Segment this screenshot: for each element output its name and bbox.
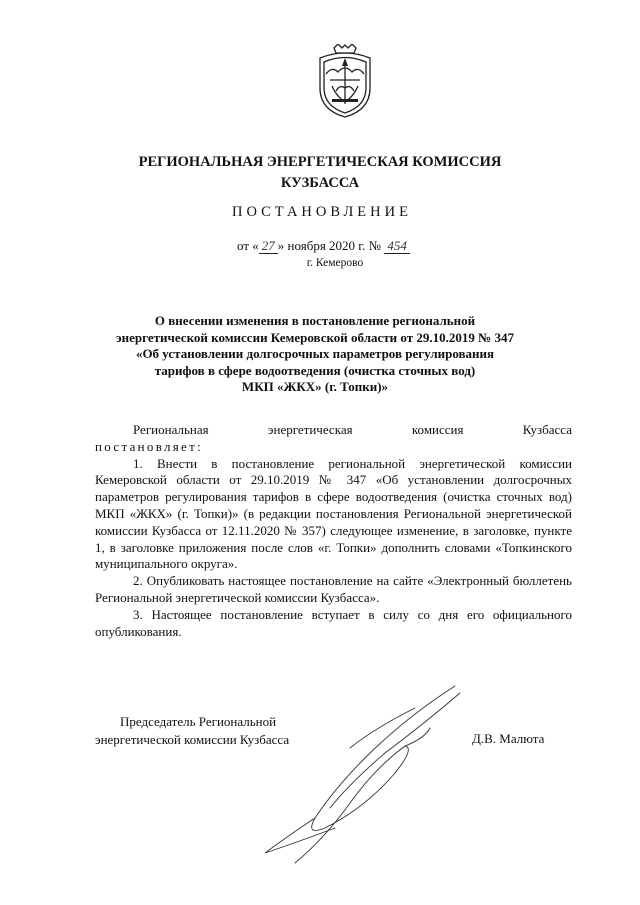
date-day: 27 (259, 239, 278, 254)
document-number: 454 (384, 239, 410, 254)
subject-line-4: тарифов в сфере водоотведения (очистка сточных вод) (154, 362, 476, 378)
item-2: 2. Опубликовать настоящее постановление на сайте «Электронный бюллетень Региональной энергетической комиссии Кузбасса». (95, 573, 572, 605)
document-subject (90, 313, 540, 396)
signatory-title-line-1: Председатель Региональной (120, 714, 277, 729)
date-middle: » ноября 2020 г. № (277, 238, 382, 253)
document-body (95, 422, 572, 640)
subject-line-1: О внесении изменения в постановление региональной (154, 313, 476, 328)
agency-name (0, 152, 640, 194)
date-prefix: от « (237, 238, 259, 253)
item-1: 1. Внести в постановление региональной энергетической комиссии Кемеровской области от 29.10.2019 № 347 «Об установлении долгосрочных параметров регулирования тарифов в сфере водоотведения (очистка сточных вод) МКП «ЖКХ» (г. Топки)» (в редакции постановления Региональной энергетической комиссии Кузбасса от 12.11.2020 № 357) следующее изменение, в заголовке, пункте 1, в заголовке приложения после слов «г. Топки» дополнить словами «Топкинского муниципального округа». (95, 455, 572, 572)
city: г. Кемерово (306, 257, 364, 269)
date-line (237, 238, 410, 254)
agency-line-1: РЕГИОНАЛЬНАЯ ЭНЕРГЕТИЧЕСКАЯ КОМИССИЯ (138, 154, 502, 170)
subject-line-5: МКП «ЖКХ» (г. Топки)» (241, 379, 389, 394)
document-type: ПОСТАНОВЛЕНИЕ (232, 204, 412, 220)
intro-line-1: Региональная энергетическая комиссия Кузбасса (133, 422, 572, 437)
coat-of-arms-icon (312, 44, 378, 120)
intro-line-2: постановляет: (95, 438, 204, 454)
agency-line-2: КУЗБАССА (280, 175, 360, 191)
subject-line-2: энергетической комиссии Кемеровской области от 29.10.2019 № 347 (116, 329, 514, 345)
subject-line-3: «Об установлении долгосрочных параметров регулирования (135, 346, 495, 361)
signatory-name: Д.В. Малюта (472, 731, 545, 746)
handwritten-signature (255, 678, 495, 868)
signatory-title-line-2: энергетической комиссии Кузбасса (95, 732, 290, 747)
item-3: 3. Настоящее постановление вступает в силу со дня его официального опубликования. (95, 606, 572, 639)
